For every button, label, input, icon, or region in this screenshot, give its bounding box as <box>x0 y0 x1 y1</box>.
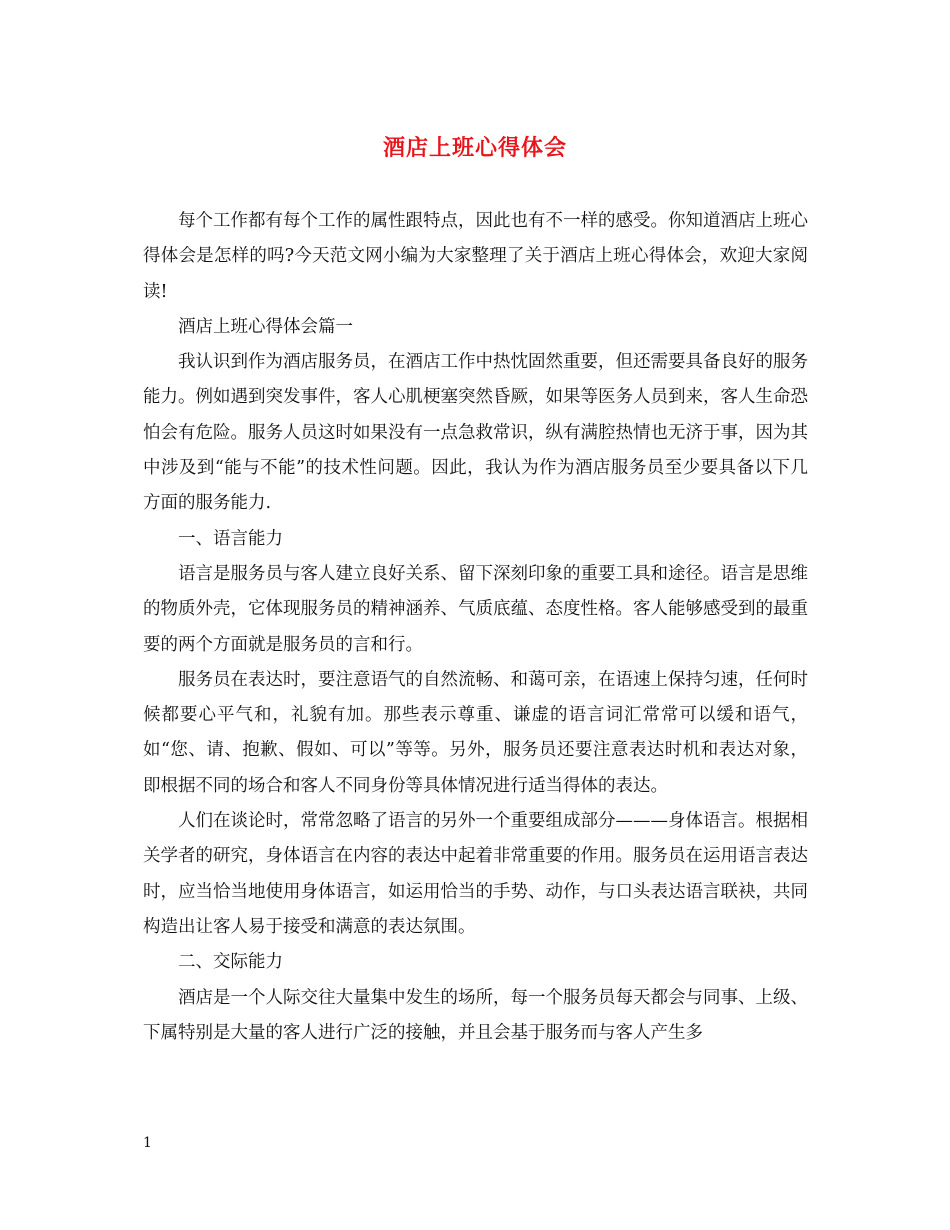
intro-paragraph: 每个工作都有每个工作的属性跟特点，因此也有不一样的感受。你知道酒店上班心得体会是怎样的吗?今天范文网小编为大家整理了关于酒店上班心得体会，欢迎大家阅读! <box>143 211 808 302</box>
body-paragraph: 我认识到作为酒店服务员，在酒店工作中热忱固然重要，但还需要具备良好的服务能力。例如遇到突发事件，客人心肌梗塞突然昏厥，如果等医务人员到来，客人生命恐怕会有危险。服务人员这时如果没有一点急救常识，纵有满腔热情也无济于事，因为其中涉及到“能与不能”的技术性问题。因此，我认为作为酒店服务员至少要具备以下几方面的服务能力. <box>143 352 808 514</box>
document-body <box>143 204 808 1051</box>
section-heading-social-ability: 二、交际能力 <box>178 952 283 973</box>
document-title: 酒店上班心得体会 <box>382 135 567 161</box>
body-paragraph: 酒店是一个人际交往大量集中发生的场所，每一个服务员每天都会与同事、上级、下属特别是大量的客人进行广泛的接触，并且会基于服务而与客人产生多 <box>143 987 808 1043</box>
body-paragraph: 语言是服务员与客人建立良好关系、留下深刻印象的重要工具和途径。语言是思维的物质外壳，它体现服务员的精神涵养、气质底蕴、态度性格。客人能够感受到的最重要的两个方面就是服务员的言和行。 <box>143 563 808 655</box>
body-paragraph: 人们在谈论时，常常忽略了语言的另外一个重要组成部分———身体语言。根据相关学者的研究，身体语言在内容的表达中起着非常重要的作用。服务员在运用语言表达时，应当恰当地使用身体语言，如运用恰当的手势、动作，与口头表达语言联袂，共同构造出让客人易于接受和满意的表达氛围。 <box>143 811 808 937</box>
page-number: 1 <box>143 1135 152 1151</box>
body-paragraph: 服务员在表达时，要注意语气的自然流畅、和蔼可亲，在语速上保持匀速，任何时候都要心平气和，礼貌有加。那些表示尊重、谦虚的语言词汇常常可以缓和语气，如“您、请、抱歉、假如、可以”等等。另外，服务员还要注意表达时机和表达对象，即根据不同的场合和客人不同身份等具体情况进行适当得体的表达。 <box>143 669 808 796</box>
section-heading-language-ability: 一、语言能力 <box>178 528 283 549</box>
section-heading-part-one: 酒店上班心得体会篇一 <box>178 316 353 337</box>
